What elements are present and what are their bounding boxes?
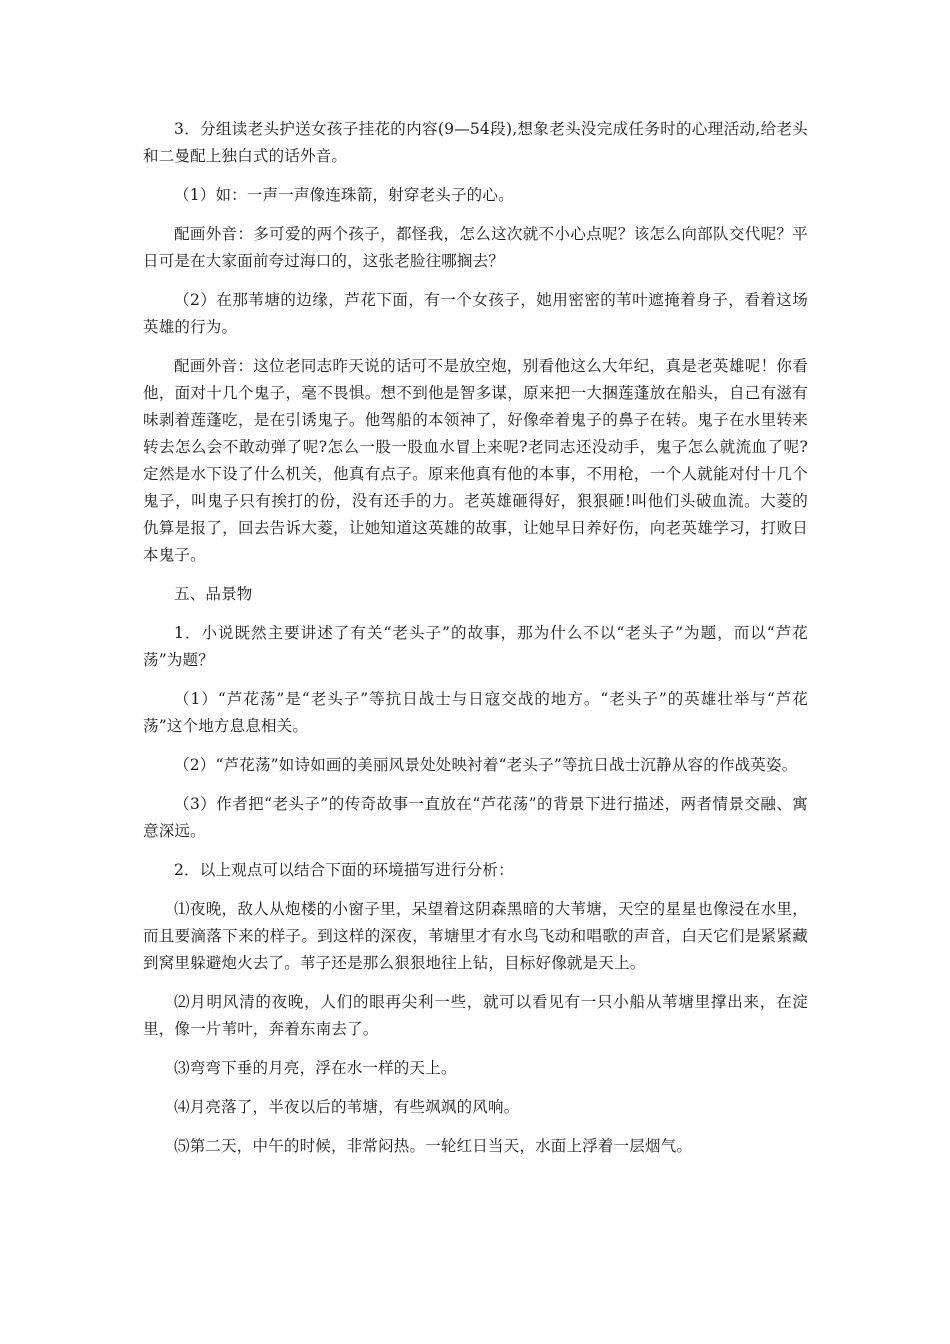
paragraph-question-2: 2．以上观点可以结合下面的环境描写进行分析：: [174, 861, 514, 879]
section-heading-scenery: 五、品景物: [174, 585, 253, 603]
paragraph-voiceover-2: 配画外音：这位老同志昨天说的话可不是放空炮，别看他这么大年纪，真是老英雄呢！你看他，面对十几个鬼子，毫不畏惧。想不到他是智多谋，原来把一大捆莲蓬放在船头，自己有滋有味剥着莲蓬吃，是在引诱鬼子。他驾船的本领神了，好像牵着鬼子的鼻子在转。鬼子在水里转来转去怎么会不敢动弹了呢?怎么一股一股血水冒上来呢?老同志还没动手，鬼子怎么就流血了呢?定然是水下设了什么机关，他真有点子。原来他真有他的本事，不用枪，一个人就能对付十几个鬼子，叫鬼子只有挨打的份，没有还手的力。老英雄砸得好，狠狠砸!叫他们头破血流。大菱的仇算是报了，回去告诉大菱，让她知道这英雄的故事，让她早日养好伤，向老英雄学习，打败日本鬼子。: [143, 357, 808, 564]
paragraph-scene-3: ⑶弯弯下垂的月亮，浮在水一样的天上。: [174, 1059, 457, 1077]
paragraph-answer-3: （3）作者把“老头子”的传奇故事一直放在“芦花荡”的背景下进行描述，两者情景交融、寓意深远。: [143, 795, 808, 840]
paragraph-scene-5: ⑸第二天，中午的时候，非常闷热。一轮红日当天，水面上浮着一层烟气。: [174, 1137, 693, 1155]
document-body: [143, 116, 808, 1172]
paragraph-task-3: 3．分组读老头护送女孩子挂花的内容(9—54段),想象老头没完成任务时的心理活动,给老头和二曼配上独白式的话外音。: [143, 120, 808, 165]
paragraph-scene-4: ⑷月亮落了，半夜以后的苇塘，有些飒飒的风响。: [174, 1098, 520, 1116]
paragraph-voiceover-1: 配画外音：多可爱的两个孩子，都怪我，怎么这次就不小心点呢？该怎么向部队交代呢？平日可是在大家面前夸过海口的，这张老脸往哪搁去？: [143, 225, 808, 270]
paragraph-scene-1: ⑴夜晚，敌人从炮楼的小窗子里，呆望着这阴森黑暗的大苇塘，天空的星星也像浸在水里，而且要滴落下来的样子。到这样的深夜，苇塘里才有水鸟飞动和唱歌的声音，白天它们是紧紧藏到窝里躲避炮火去了。苇子还是那么狠狠地往上钻，目标好像就是天上。: [143, 900, 808, 972]
paragraph-answer-1: （1）“芦花荡”是“老头子”等抗日战士与日寇交战的地方。“老头子”的英雄壮举与“芦花荡”这个地方息息相关。: [143, 690, 808, 735]
paragraph-example-1: （1）如：一声一声像连珠箭，射穿老头子的心。: [174, 186, 514, 204]
paragraph-answer-2: （2）“芦花荡”如诗如画的美丽风景处处映衬着“老头子”等抗日战士沉静从容的作战英姿。: [174, 756, 798, 774]
paragraph-scene-2: ⑵月明风清的夜晚，人们的眼再尖利一些，就可以看见有一只小船从苇塘里撑出来，在淀里，像一片苇叶，奔着东南去了。: [143, 993, 808, 1038]
paragraph-question-1: 1．小说既然主要讲述了有关“老头子”的故事，那为什么不以“老头子”为题，而以“芦花荡”为题？: [143, 624, 808, 669]
paragraph-example-2: （2）在那苇塘的边缘，芦花下面，有一个女孩子，她用密密的苇叶遮掩着身子，看着这场英雄的行为。: [143, 291, 808, 336]
